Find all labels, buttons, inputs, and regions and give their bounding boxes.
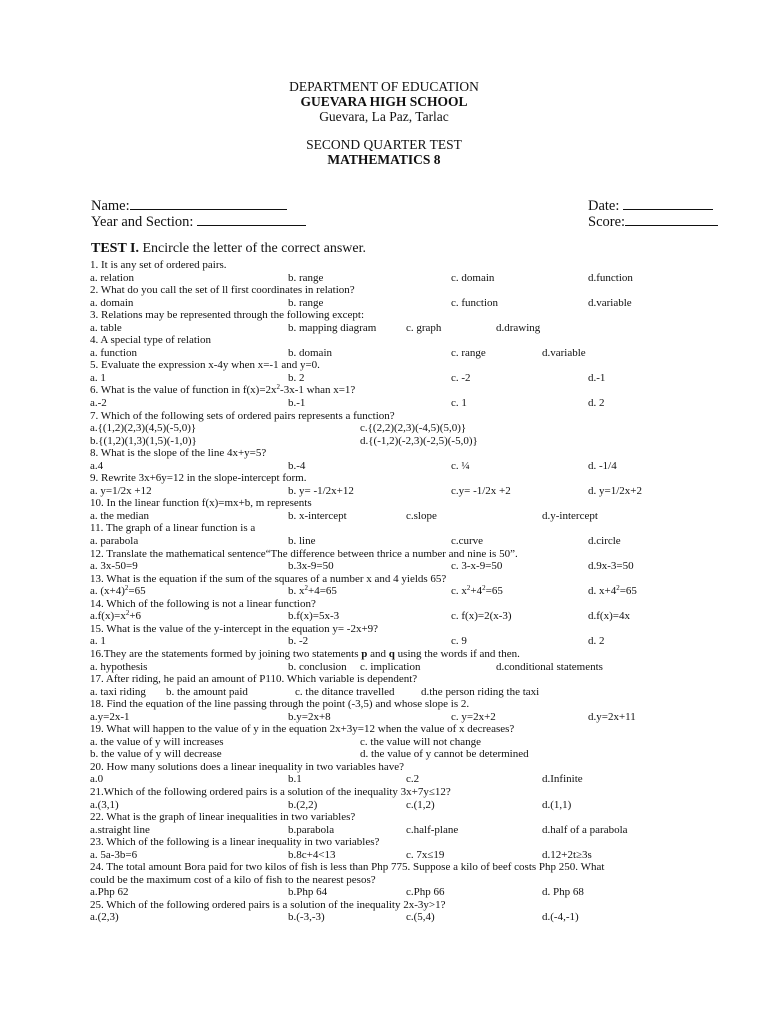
- answer-choice[interactable]: b.1: [288, 773, 302, 786]
- answer-choices: [90, 610, 690, 623]
- answer-choice[interactable]: b. line: [288, 535, 316, 548]
- question-line: 15. What is the value of the y-intercept in the equation y= -2x+9?: [90, 622, 379, 635]
- answer-choice[interactable]: d. Php 68: [542, 886, 584, 899]
- question-text: [90, 598, 690, 611]
- answer-choices: [90, 435, 690, 448]
- answer-choice[interactable]: b. $x^2+4=65$: [288, 584, 337, 598]
- question-line: 4. A special type of relation: [90, 334, 211, 347]
- answer-choice[interactable]: b. y= -1/2x+12: [288, 484, 354, 497]
- answer-choice[interactable]: a. 1: [90, 371, 106, 384]
- answer-choice[interactable]: c. 3-x-9=50: [451, 560, 503, 573]
- answer-choice[interactable]: b. conclusion: [288, 660, 347, 673]
- answer-choice[interactable]: a. the median: [90, 509, 149, 522]
- question-line: 23. Which of the following is a linear inequality in two variables?: [90, 836, 380, 849]
- date-field: [588, 197, 713, 214]
- answer-choice[interactable]: b. range: [288, 296, 324, 309]
- answer-choices: [90, 535, 690, 548]
- answer-choice[interactable]: c.Php 66: [406, 886, 445, 899]
- answer-choices: [90, 585, 690, 598]
- answer-choice[interactable]: a.Php 62: [90, 886, 129, 899]
- answer-choice[interactable]: c. 1: [451, 397, 467, 410]
- answer-choice[interactable]: b. domain: [288, 346, 332, 359]
- answer-choice[interactable]: d.half of a parabola: [542, 823, 628, 836]
- answer-choice[interactable]: b. mapping diagram: [288, 321, 377, 334]
- name-field: [91, 197, 287, 214]
- answer-choice[interactable]: b. 2: [288, 371, 305, 384]
- score-field: [588, 213, 718, 230]
- answer-choice[interactable]: $a.f(x)=x^2+6$: [90, 609, 142, 623]
- answer-choice[interactable]: a. domain: [90, 296, 134, 309]
- answer-choice[interactable]: d.(1,1): [542, 798, 572, 811]
- question-text: [90, 497, 690, 510]
- answer-choice[interactable]: d.f(x)=4x: [588, 610, 630, 623]
- answer-choice[interactable]: b. the amount paid: [166, 685, 248, 698]
- test-instructions: [91, 242, 366, 256]
- answer-choice[interactable]: c.half-plane: [406, 823, 459, 836]
- answer-choice[interactable]: c. 7x≤19: [406, 848, 445, 861]
- year-section-label: Year and Section:: [91, 214, 194, 230]
- answer-choice[interactable]: a. y=1/2x +12: [90, 484, 152, 497]
- answer-choice[interactable]: c. implication: [360, 660, 421, 673]
- answer-choice[interactable]: d.drawing: [496, 321, 541, 334]
- answer-choices: [90, 397, 690, 410]
- question-line: 13. What is the equation if the sum of the squares of a number x and 4 yields 65?: [90, 572, 447, 585]
- question-text: [90, 522, 690, 535]
- answer-choice[interactable]: c. domain: [451, 271, 495, 284]
- answer-choice[interactable]: a.(2,3): [90, 911, 119, 924]
- answer-choice[interactable]: a. 5a-3b=6: [90, 848, 138, 861]
- answer-choices: [90, 736, 690, 749]
- answer-choice[interactable]: a. function: [90, 346, 138, 359]
- answer-choice[interactable]: d. the value of y cannot be determined: [360, 748, 529, 761]
- answer-choice[interactable]: b. the value of y will decrease: [90, 748, 222, 761]
- answer-choice[interactable]: b.Php 64: [288, 886, 328, 899]
- answer-choice[interactable]: d.circle: [588, 535, 621, 548]
- question-text: [90, 723, 690, 736]
- date-label: Date:: [588, 198, 620, 214]
- answer-choice[interactable]: b.(2,2): [288, 798, 318, 811]
- answer-choice[interactable]: c.curve: [451, 535, 484, 548]
- answer-choice[interactable]: d.variable: [542, 346, 586, 359]
- question-line: 25. Which of the following ordered pairs is a solution of the inequality 2x-3y>1?: [90, 898, 446, 911]
- answer-choice[interactable]: c. range: [451, 346, 486, 359]
- question-text: [90, 573, 690, 586]
- question-line: 11. The graph of a linear function is a: [90, 522, 256, 535]
- question-line: 20. How many solutions does a linear inequality in two variables have?: [90, 760, 405, 773]
- question-text: [90, 548, 690, 561]
- question-line: 16.They are the statements formed by joining two statements p and q using the words if and then.: [90, 647, 520, 660]
- answer-choice[interactable]: a. the value of y will increases: [90, 735, 224, 748]
- answer-choice[interactable]: a. $(x+4)^2=65$: [90, 584, 146, 598]
- answer-choice[interactable]: b.y=2x+8: [288, 710, 331, 723]
- question-line: 6. What is the value of function in $f(x)=2x^2-3x-1$ whan x=1?: [90, 383, 356, 397]
- answer-choice[interactable]: d. -1/4: [588, 459, 617, 472]
- question-line: 1. It is any set of ordered pairs.: [90, 259, 227, 271]
- answer-choices: [90, 635, 690, 648]
- question-line: 18. Find the equation of the line passing through the point (-3,5) and whose slope is 2.: [90, 698, 470, 711]
- answer-choice[interactable]: d.conditional statements: [496, 660, 603, 673]
- question-text: [90, 410, 690, 423]
- answer-choice[interactable]: b.-1: [288, 397, 306, 410]
- year-section-field: [91, 213, 306, 230]
- answer-choice[interactable]: d.12+2t≥3s: [542, 848, 592, 861]
- question-text: [90, 334, 690, 347]
- answer-choice[interactable]: a. 3x-50=9: [90, 560, 138, 573]
- date-blank[interactable]: [623, 197, 713, 210]
- answer-choices: [90, 686, 690, 699]
- answer-choice[interactable]: c. -2: [451, 371, 471, 384]
- answer-choices: [90, 510, 690, 523]
- score-blank[interactable]: [625, 213, 718, 226]
- answer-choice[interactable]: d. $x+4^2=65$: [588, 584, 637, 598]
- answer-choice[interactable]: a.straight line: [90, 823, 150, 836]
- question-text: [90, 811, 690, 824]
- answer-choice[interactable]: b.3x-9=50: [288, 560, 334, 573]
- department-heading: DEPARTMENT OF EDUCATION: [289, 79, 479, 94]
- name-blank[interactable]: [130, 197, 287, 210]
- answer-choice[interactable]: c. 9: [451, 635, 467, 648]
- answer-choice[interactable]: b. x-intercept: [288, 509, 347, 522]
- question-text: [90, 861, 690, 874]
- answer-choice[interactable]: a. hypothesis: [90, 660, 148, 673]
- answer-choice[interactable]: a.{(1,2)(2,3)(4,5)(-5,0)}: [90, 422, 197, 435]
- answer-choices: [90, 560, 690, 573]
- answer-choice[interactable]: b. -2: [288, 635, 309, 648]
- answer-choices: [90, 911, 690, 924]
- answer-choices: [90, 661, 690, 674]
- answer-choice[interactable]: c. the value will not change: [360, 735, 481, 748]
- question-line: 21.Which of the following ordered pairs is a solution of the inequality 3x+7y≤12?: [90, 785, 451, 798]
- answer-choices: [90, 460, 690, 473]
- question-text: [90, 623, 690, 636]
- question-text: [90, 472, 690, 485]
- answer-choice[interactable]: d.y-intercept: [542, 509, 598, 522]
- answer-choice[interactable]: c.(5,4): [406, 911, 435, 924]
- year-section-blank[interactable]: [197, 213, 306, 226]
- question-text: [90, 359, 690, 372]
- answer-choice[interactable]: a.-2: [90, 397, 107, 410]
- answer-choice[interactable]: d.-1: [588, 371, 606, 384]
- school-name: GUEVARA HIGH SCHOOL: [300, 94, 468, 109]
- answer-choices: [90, 297, 690, 310]
- question-line: 9. Rewrite 3x+6y=12 in the slope-intercept form.: [90, 472, 307, 485]
- question-line: 3. Relations may be represented through the following except:: [90, 309, 365, 322]
- question-text: [90, 648, 690, 661]
- question-text: [90, 698, 690, 711]
- score-label: Score:: [588, 214, 626, 230]
- question-line: 24. The total amount Bora paid for two kilos of fish is less than Php 775. Suppose a kilo of beef costs Php 250. What: [90, 861, 605, 874]
- answer-choice[interactable]: b.(-3,-3): [288, 911, 325, 924]
- answer-choice[interactable]: a. taxi riding: [90, 685, 146, 698]
- answer-choice[interactable]: a.(3,1): [90, 798, 119, 811]
- answer-choices: [90, 422, 690, 435]
- answer-choice[interactable]: a. relation: [90, 271, 134, 284]
- answer-choice[interactable]: c. graph: [406, 321, 442, 334]
- answer-choices: [90, 748, 690, 761]
- test-title: SECOND QUARTER TEST: [306, 137, 462, 152]
- answer-choice[interactable]: c.y= -1/2x +2: [451, 484, 511, 497]
- answer-choice[interactable]: d.function: [588, 271, 633, 284]
- question-text: [90, 761, 690, 774]
- answer-choice[interactable]: a. parabola: [90, 535, 139, 548]
- answer-choice[interactable]: b.-4: [288, 459, 306, 472]
- question-line: 2. What do you call the set of ll first coordinates in relation?: [90, 284, 355, 297]
- subject-title: MATHEMATICS 8: [327, 152, 441, 167]
- answer-choice[interactable]: c. f(x)=2(x-3): [451, 610, 512, 623]
- answer-choice[interactable]: a. table: [90, 321, 122, 334]
- answer-choice[interactable]: d.9x-3=50: [588, 560, 634, 573]
- answer-choice[interactable]: c. $x^2+4^2=65$: [451, 584, 503, 598]
- answer-choices: [90, 711, 690, 724]
- answer-choice[interactable]: d. 2: [588, 635, 605, 648]
- question-text: [90, 284, 690, 297]
- question-text: [90, 899, 690, 912]
- answer-choices: [90, 347, 690, 360]
- answer-choices: [90, 485, 690, 498]
- question-list: [90, 259, 690, 924]
- answer-choices: [90, 886, 690, 899]
- name-label: Name:: [91, 198, 130, 214]
- answer-choice[interactable]: a.4: [90, 459, 104, 472]
- answer-choices: [90, 372, 690, 385]
- test-number: TEST I.: [91, 241, 139, 256]
- answer-choices: [90, 849, 690, 862]
- question-text: [90, 259, 690, 272]
- school-address: Guevara, La Paz, Tarlac: [319, 109, 449, 124]
- answer-choice[interactable]: d. y=1/2x+2: [588, 484, 642, 497]
- question-line: 8. What is the slope of the line 4x+y=5?: [90, 447, 267, 460]
- answer-choices: [90, 799, 690, 812]
- answer-choice[interactable]: c. ¼: [451, 459, 470, 472]
- answer-choice[interactable]: a.y=2x-1: [90, 710, 130, 723]
- question-text: [90, 447, 690, 460]
- answer-choice[interactable]: a. 1: [90, 635, 106, 648]
- question-line: 10. In the linear function f(x)=mx+b, m represents: [90, 497, 312, 510]
- answer-choice[interactable]: c.{(2,2)(2,3)(-4,5)(5,0)}: [360, 422, 467, 435]
- question-line: could be the maximum cost of a kilo of fish to the nearest pesos?: [90, 873, 376, 886]
- answer-choice[interactable]: c. the ditance travelled: [295, 685, 395, 698]
- question-line: 12. Translate the mathematical sentence“The difference between thrice a number and nine is 50”.: [90, 547, 518, 560]
- answer-choice[interactable]: c.2: [406, 773, 420, 786]
- question-text: [90, 874, 690, 887]
- answer-choices: [90, 322, 690, 335]
- answer-choice[interactable]: b.8c+4<13: [288, 848, 336, 861]
- question-line: 22. What is the graph of linear inequalities in two variables?: [90, 811, 356, 824]
- answer-choice[interactable]: d.variable: [588, 296, 632, 309]
- answer-choice[interactable]: d. 2: [588, 397, 605, 410]
- answer-choice[interactable]: c. y=2x+2: [451, 710, 496, 723]
- question-text: [90, 673, 690, 686]
- answer-choice[interactable]: d.Infinite: [542, 773, 583, 786]
- answer-choice[interactable]: b.parabola: [288, 823, 335, 836]
- question-line: 5. Evaluate the expression x-4y when x=-1 and y=0.: [90, 359, 320, 372]
- answer-choice[interactable]: b.{(1,2)(1,3)(1,5)(-1,0)}: [90, 434, 197, 447]
- question-text: [90, 836, 690, 849]
- answer-choice[interactable]: c.(1,2): [406, 798, 435, 811]
- question-text: [90, 309, 690, 322]
- answer-choice[interactable]: d.(-4,-1): [542, 911, 579, 924]
- test-instruction-text: Encircle the letter of the correct answer.: [139, 241, 366, 256]
- answer-choices: [90, 272, 690, 285]
- answer-choices: [90, 824, 690, 837]
- answer-choices: [90, 773, 690, 786]
- answer-choice[interactable]: b. range: [288, 271, 324, 284]
- answer-choice[interactable]: c.slope: [406, 509, 437, 522]
- question-line: 14. Which of the following is not a linear function?: [90, 597, 316, 610]
- question-line: 19. What will happen to the value of y in the equation 2x+3y=12 when the value of x decreases?: [90, 723, 515, 736]
- answer-choice[interactable]: d.y=2x+11: [588, 710, 636, 723]
- answer-choice[interactable]: a.0: [90, 773, 104, 786]
- question-line: 7. Which of the following sets of ordered pairs represents a function?: [90, 409, 395, 422]
- question-text: [90, 384, 690, 397]
- answer-choice[interactable]: c. function: [451, 296, 499, 309]
- question-text: [90, 786, 690, 799]
- answer-choice[interactable]: d.{(-1,2)(-2,3)(-2,5)(-5,0)}: [360, 434, 478, 447]
- answer-choice[interactable]: b.f(x)=5x-3: [288, 610, 340, 623]
- answer-choice[interactable]: d.the person riding the taxi: [421, 685, 540, 698]
- question-line: 17. After riding, he paid an amount of P110. Which variable is dependent?: [90, 673, 418, 686]
